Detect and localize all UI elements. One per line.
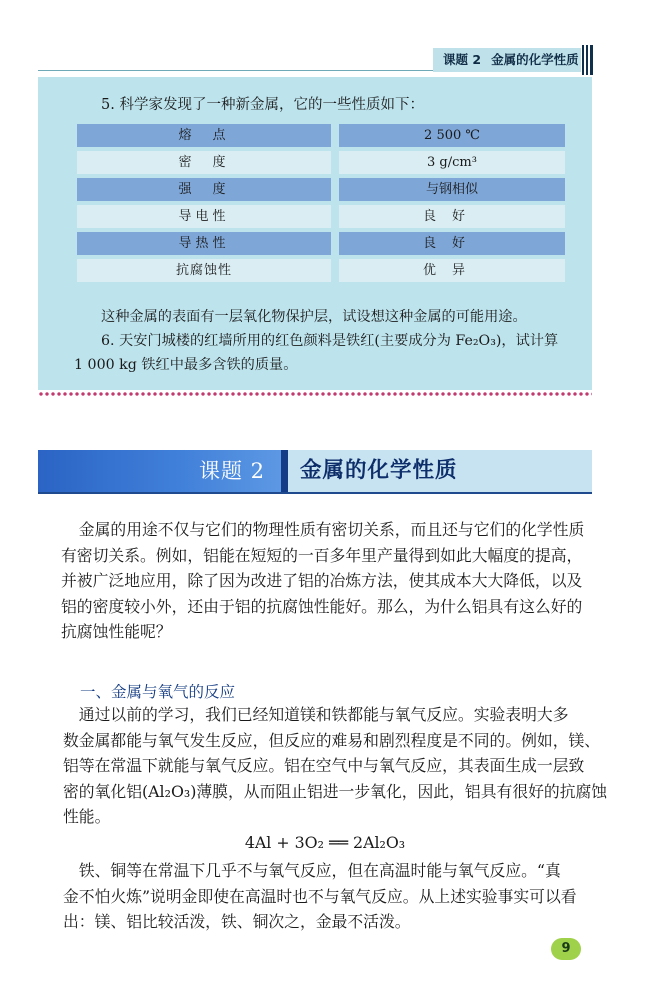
table-row	[77, 124, 565, 147]
value-cell: 良好	[339, 205, 565, 228]
table-row	[77, 232, 565, 255]
question-6-line-2: 1 000 kg 铁红中最多含铁的质量。	[74, 357, 298, 373]
section-title: 金属的化学性质	[300, 458, 458, 483]
intro-paragraph	[63, 517, 583, 645]
property-cell: 导电性	[77, 205, 331, 228]
header-rule	[38, 70, 433, 71]
text-line: 密的氧化铝(Al₂O₃)薄膜，从而阻止铝进一步氧化，因此，铝具有很好的抗腐蚀	[63, 781, 608, 801]
property-cell: 密 度	[77, 151, 331, 174]
text-line: 并被广泛地应用，除了因为改进了铝的冶炼方法，使其成本大大降低，以及	[61, 571, 583, 590]
table-row	[77, 205, 565, 228]
property-table	[77, 124, 565, 286]
section-heading-bar	[281, 450, 288, 492]
oxygen-paragraph	[63, 702, 608, 830]
table-row	[77, 178, 565, 201]
text-line: 金不怕火炼”说明金即使在高温时也不与氧气反应。从上述实验事实可以看	[63, 886, 577, 906]
text-line: 铝等在常温下就能与氧气反应。铝在空气中与氧气反应，其表面生成一层致	[63, 756, 585, 775]
text-line: 通过以前的学习，我们已经知道镁和铁都能与氧气反应。实验表明大多	[63, 705, 569, 724]
property-cell: 导热性	[77, 232, 331, 255]
section-label: 课题 2	[38, 450, 281, 492]
reactivity-paragraph	[63, 858, 583, 935]
value-cell: 2 500 ℃	[339, 124, 565, 147]
text-line: 出：镁、铝比较活泼，铁、铜次之，金最不活泼。	[63, 912, 411, 931]
page-number: 9	[551, 938, 581, 960]
value-cell: 良好	[339, 232, 565, 255]
text-line: 数金属都能与氧气发生反应，但反应的难易和剧烈程度是不同的。例如，镁、	[63, 730, 601, 750]
section-underline	[38, 492, 592, 494]
chemical-equation: 4Al + 3O₂ ══ 2Al₂O₃	[244, 833, 406, 852]
running-header-label: 课题 2	[443, 52, 482, 67]
text-line: 性能。	[63, 807, 111, 826]
question-5-text: 这种金属的表面有一层氧化物保护层，试设想这种金属的可能用途。	[101, 309, 527, 325]
value-cell: 优异	[339, 259, 565, 282]
text-line: 铁、铜等在常温下几乎不与氧气反应，但在高温时能与氧气反应。“真	[63, 861, 561, 880]
exercise-box	[38, 77, 592, 390]
table-row	[77, 259, 565, 282]
table-row	[77, 151, 565, 174]
question-6-line-1: 6. 天安门城楼的红墙所用的红色颜料是铁红(主要成分为 Fe₂O₃)，试计算	[101, 333, 559, 349]
dotted-divider	[38, 391, 592, 397]
property-cell: 强 度	[77, 178, 331, 201]
text-line: 金属的用途不仅与它们的物理性质有密切关系，而且还与它们的化学性质	[63, 520, 585, 539]
section-heading	[38, 450, 592, 492]
running-header	[433, 48, 581, 72]
property-cell: 熔 点	[77, 124, 331, 147]
text-line: 铝的密度较小外，还由于铝的抗腐蚀性能好。那么，为什么铝具有这么好的	[61, 596, 583, 616]
property-cell: 抗腐蚀性	[77, 259, 331, 282]
value-cell: 与钢相似	[339, 178, 565, 201]
question-5-intro: 5. 科学家发现了一种新金属，它的一些性质如下：	[101, 97, 424, 113]
subsection-heading: 一、金属与氧气的反应	[80, 683, 236, 701]
header-bars-decoration	[581, 45, 595, 75]
text-line: 抗腐蚀性能呢？	[61, 622, 172, 641]
value-cell: 3 g/cm³	[339, 151, 565, 174]
running-header-title: 金属的化学性质	[491, 52, 579, 67]
text-line: 有密切关系。例如，铝能在短短的一百多年里产量得到如此大幅度的提高，	[61, 545, 583, 565]
